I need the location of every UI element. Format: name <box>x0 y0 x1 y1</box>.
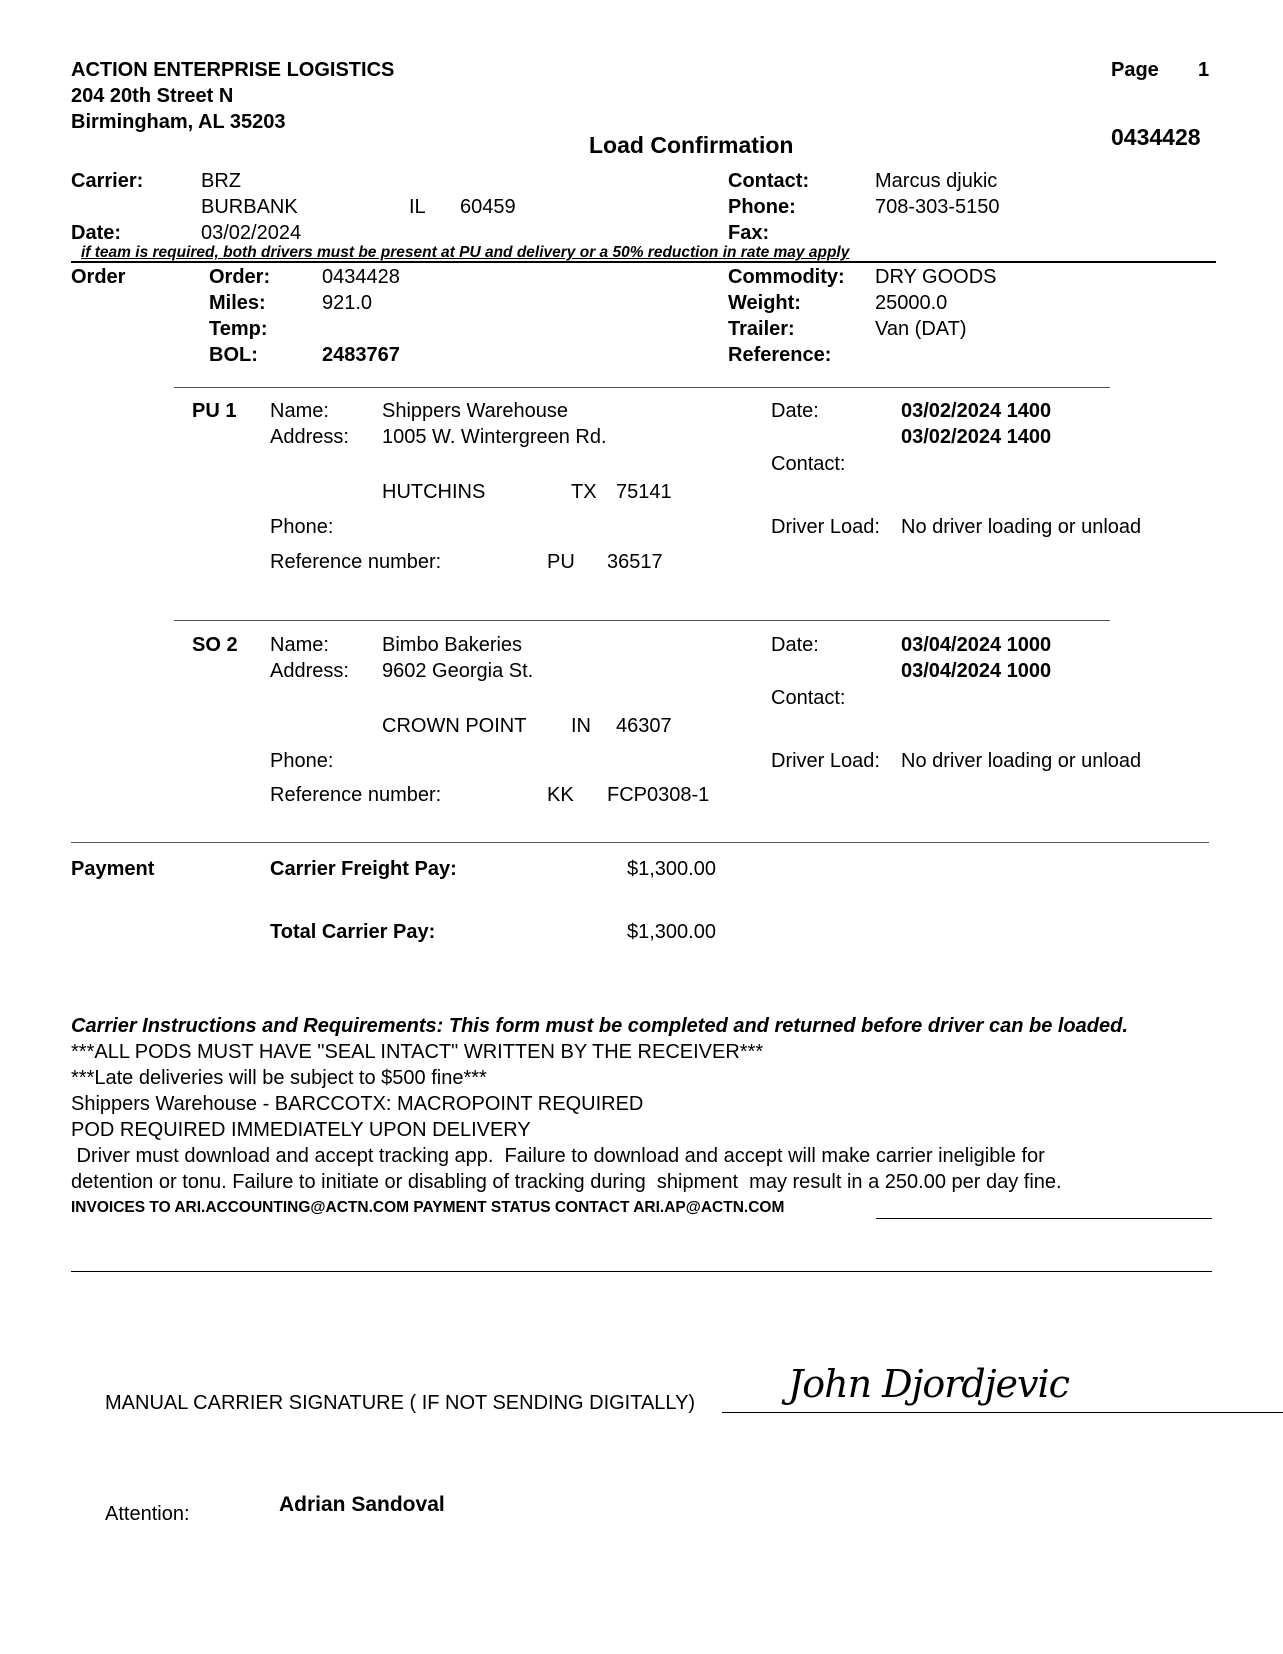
stop-date-label: Date: <box>771 634 819 656</box>
stop-date-label: Date: <box>771 400 819 422</box>
temp-label: Temp: <box>209 318 268 340</box>
stop-address-label: Address: <box>270 426 349 448</box>
stop-state: IN <box>571 715 591 737</box>
order-divider <box>71 261 1216 263</box>
bol-label: BOL: <box>209 344 258 366</box>
order-label: Order: <box>209 266 271 288</box>
stop-zip: 75141 <box>616 481 672 503</box>
signature-label: MANUAL CARRIER SIGNATURE ( IF NOT SENDING DIGITALLY) <box>105 1392 696 1414</box>
document-number: 0434428 <box>1111 124 1201 150</box>
stop-driver-load-label: Driver Load: <box>771 516 880 538</box>
fax-label: Fax: <box>728 222 770 244</box>
miles-label: Miles: <box>209 292 266 314</box>
order-section-label: Order <box>71 266 126 288</box>
instruction-line: POD REQUIRED IMMEDIATELY UPON DELIVERY <box>71 1119 531 1141</box>
phone-label: Phone: <box>728 196 796 218</box>
stop-contact-label: Contact: <box>771 453 846 475</box>
stop-divider <box>174 620 1110 621</box>
trailer-value: Van (DAT) <box>875 318 967 340</box>
carrier-name: BRZ <box>201 170 241 192</box>
stop-city: CROWN POINT <box>382 715 527 737</box>
stop-date-start: 03/04/2024 1000 <box>901 634 1052 656</box>
stop-driver-load-label: Driver Load: <box>771 750 880 772</box>
stop-phone-label: Phone: <box>270 516 334 538</box>
stop-ref-label: Reference number: <box>270 784 442 806</box>
stop-contact-label: Contact: <box>771 687 846 709</box>
reference-label: Reference: <box>728 344 832 366</box>
freight-pay-label: Carrier Freight Pay: <box>270 858 457 880</box>
commodity-label: Commodity: <box>728 266 845 288</box>
stop-date-start: 03/02/2024 1400 <box>901 400 1052 422</box>
stop-driver-load: No driver loading or unload <box>901 750 1142 772</box>
page-label: Page <box>1111 59 1159 81</box>
weight-value: 25000.0 <box>875 292 948 314</box>
carrier-contact: Marcus djukic <box>875 170 998 192</box>
carrier-state: IL <box>409 196 426 218</box>
total-pay-value: $1,300.00 <box>627 921 716 943</box>
stop-driver-load: No driver loading or unload <box>901 516 1142 538</box>
payment-divider <box>71 842 1209 843</box>
document-title: Load Confirmation <box>589 132 794 158</box>
carrier-phone: 708-303-5150 <box>875 196 1000 218</box>
stop-ref-value: 36517 <box>607 551 663 573</box>
commodity-value: DRY GOODS <box>875 266 997 288</box>
instructions-heading: Carrier Instructions and Requirements: This form must be completed and returned before driver can be loaded. <box>71 1015 1128 1037</box>
signature-line[interactable] <box>722 1412 1283 1413</box>
date-label: Date: <box>71 222 122 244</box>
weight-label: Weight: <box>728 292 801 314</box>
stop-ref-label: Reference number: <box>270 551 442 573</box>
instruction-line: ***Late deliveries will be subject to $500 fine*** <box>71 1067 487 1089</box>
stop-address: 9602 Georgia St. <box>382 660 534 682</box>
stop-date-end: 03/02/2024 1400 <box>901 426 1052 448</box>
stop-code: PU 1 <box>192 400 237 422</box>
stop-state: TX <box>571 481 597 503</box>
company-city: Birmingham, AL 35203 <box>71 111 286 133</box>
stop-code: SO 2 <box>192 634 238 656</box>
instruction-line: ***ALL PODS MUST HAVE "SEAL INTACT" WRITTEN BY THE RECEIVER*** <box>71 1041 764 1063</box>
carrier-label: Carrier: <box>71 170 144 192</box>
company-street: 204 20th Street N <box>71 85 234 107</box>
stop-date-end: 03/04/2024 1000 <box>901 660 1052 682</box>
carrier-zip: 60459 <box>460 196 516 218</box>
instruction-line: Shippers Warehouse - BARCCOTX: MACROPOINT REQUIRED <box>71 1093 644 1115</box>
stop-ref-type: PU <box>547 551 575 573</box>
trailer-label: Trailer: <box>728 318 795 340</box>
page-number: 1 <box>1198 59 1210 81</box>
attention-label: Attention: <box>105 1503 190 1525</box>
stop-city: HUTCHINS <box>382 481 486 503</box>
freight-pay-value: $1,300.00 <box>627 858 716 880</box>
invoices-line: INVOICES TO ARI.ACCOUNTING@ACTN.COM PAYMENT STATUS CONTACT ARI.AP@ACTN.COM <box>71 1199 785 1216</box>
carrier-city: BURBANK <box>201 196 298 218</box>
company-name: ACTION ENTERPRISE LOGISTICS <box>71 59 395 81</box>
team-notice: if team is required, both drivers must be present at PU and delivery or a 50% reduction in rate may apply <box>81 244 850 261</box>
miles-value: 921.0 <box>322 292 373 314</box>
stop-address-label: Address: <box>270 660 349 682</box>
stop-divider <box>174 387 1110 388</box>
stop-address: 1005 W. Wintergreen Rd. <box>382 426 607 448</box>
total-pay-label: Total Carrier Pay: <box>270 921 436 943</box>
payment-label: Payment <box>71 858 155 880</box>
stop-name: Shippers Warehouse <box>382 400 569 422</box>
stop-name: Bimbo Bakeries <box>382 634 523 656</box>
stop-phone-label: Phone: <box>270 750 334 772</box>
contact-label: Contact: <box>728 170 810 192</box>
order-number: 0434428 <box>322 266 400 288</box>
carrier-date: 03/02/2024 <box>201 222 302 244</box>
stop-ref-value: FCP0308-1 <box>607 784 710 806</box>
stop-name-label: Name: <box>270 400 329 422</box>
bol-value: 2483767 <box>322 344 400 366</box>
handwritten-signature: John Djordjevic <box>788 1362 1069 1406</box>
stop-ref-type: KK <box>547 784 574 806</box>
stop-zip: 46307 <box>616 715 672 737</box>
instruction-line: detention or tonu. Failure to initiate or disabling of tracking during shipment may result in a 250.00 per day fine. <box>71 1171 1062 1193</box>
attention-name: Adrian Sandoval <box>279 1493 445 1516</box>
invoices-underline <box>876 1218 1212 1219</box>
stop-name-label: Name: <box>270 634 329 656</box>
instruction-line: Driver must download and accept tracking app. Failure to download and accept will make carrier ineligible for <box>71 1145 1045 1167</box>
instructions-rule <box>71 1271 1212 1272</box>
